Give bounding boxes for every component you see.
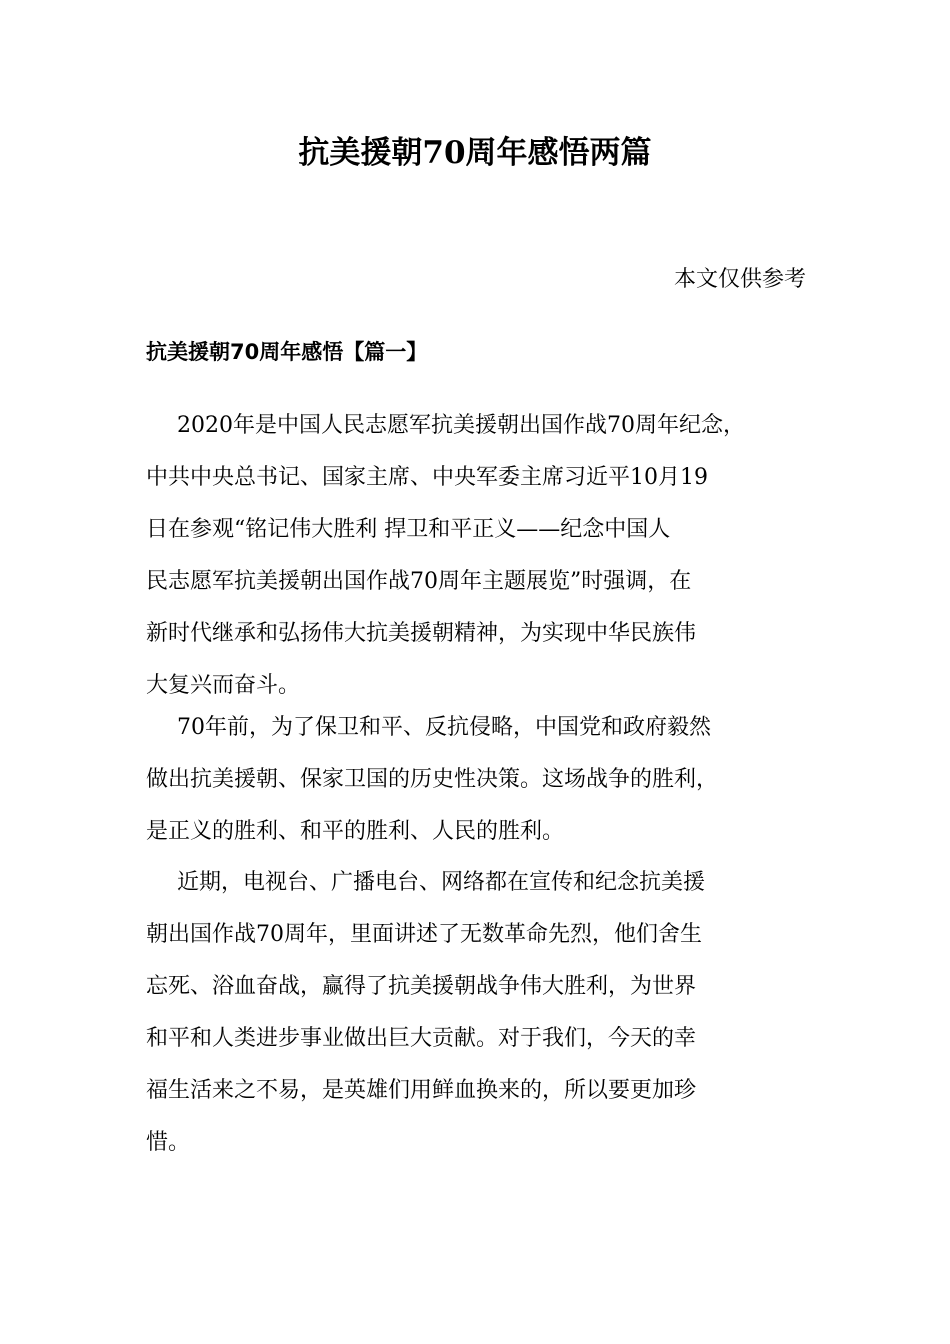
- paragraph-line: 朝出国作战70周年，里面讲述了无数革命先烈，他们舍生: [146, 922, 702, 947]
- paragraph-line: 大复兴而奋斗。: [146, 673, 301, 698]
- paragraph-2: [146, 702, 846, 858]
- paragraph-line: 2020年是中国人民志愿军抗美援朝出国作战70周年纪念，: [177, 413, 745, 438]
- paragraph-1: [146, 400, 846, 712]
- paragraph-line: 是正义的胜利、和平的胜利、人民的胜利。: [146, 819, 565, 844]
- paragraph-line: 日在参观“铭记伟大胜利 捍卫和平正义——纪念中国人: [146, 517, 671, 542]
- paragraph-line: 惜。: [146, 1130, 191, 1155]
- paragraph-line: 中共中央总书记、国家主席、中央军委主席习近平10月19: [146, 465, 708, 490]
- paragraph-line: 做出抗美援朝、保家卫国的历史性决策。这场战争的胜利，: [146, 767, 719, 792]
- paragraph-3: [146, 857, 846, 1169]
- paragraph-line: 新时代继承和弘扬伟大抗美援朝精神，为实现中华民族伟: [146, 621, 697, 646]
- document-title: 抗美援朝70周年感悟两篇: [298, 135, 652, 171]
- paragraph-line: 近期，电视台、广播电台、网络都在宣传和纪念抗美援: [177, 870, 706, 895]
- paragraph-line: 福生活来之不易，是英雄们用鲜血换来的，所以要更加珍: [146, 1078, 697, 1103]
- paragraph-line: 忘死、浴血奋战，赢得了抗美援朝战争伟大胜利，为世界: [146, 974, 697, 999]
- paragraph-line: 和平和人类进步事业做出巨大贡献。对于我们，今天的幸: [146, 1026, 697, 1051]
- paragraph-line: 70年前，为了保卫和平、反抗侵略，中国党和政府毅然: [177, 715, 711, 740]
- paragraph-line: 民志愿军抗美援朝出国作战70周年主题展览”时强调，在: [146, 569, 692, 594]
- reference-note: 本文仅供参考: [673, 267, 806, 292]
- section-heading: 抗美援朝70周年感悟【篇一】: [146, 340, 428, 364]
